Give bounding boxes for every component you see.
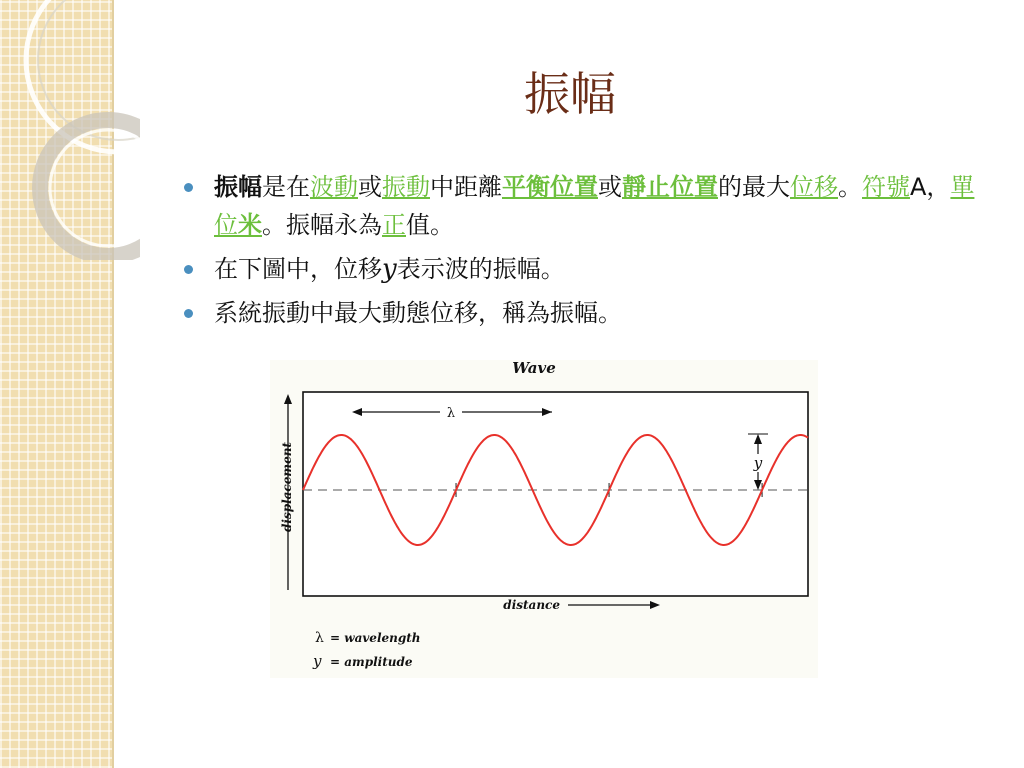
link-unit[interactable]: 單位 xyxy=(214,173,975,239)
text-segment: 或 xyxy=(598,173,622,201)
symbol-y: y xyxy=(382,254,397,284)
bullet-system-note xyxy=(182,294,982,332)
text-segment: 系統振動中最大動態位移，稱為振幅。 xyxy=(214,299,622,327)
link-wave[interactable]: 波動 xyxy=(310,173,358,201)
bullet-definition xyxy=(182,168,982,244)
wave-figure xyxy=(270,360,818,678)
link-displacement[interactable]: 位移 xyxy=(790,173,838,201)
text-segment: 的最大 xyxy=(718,173,790,201)
text-segment: 或 xyxy=(358,173,382,201)
text-segment: A， xyxy=(910,173,951,201)
plot-frame xyxy=(303,392,808,596)
link-metre[interactable]: 米 xyxy=(238,211,262,239)
legend-wavelength-symbol: λ xyxy=(315,630,324,646)
amplitude-symbol: y xyxy=(753,454,763,472)
text-segment: 是在 xyxy=(262,173,310,201)
legend-amplitude-symbol: y xyxy=(313,652,322,670)
term-amplitude: 振幅 xyxy=(214,173,262,201)
figure-title: Wave xyxy=(512,360,556,377)
link-positive[interactable]: 正 xyxy=(382,211,406,239)
x-axis-arrow xyxy=(568,601,660,609)
wave-diagram xyxy=(270,360,818,678)
text-segment: 。振幅永為 xyxy=(262,211,382,239)
text-segment: 中距離 xyxy=(430,173,502,201)
text-segment: 值。 xyxy=(406,211,454,239)
link-equilibrium-position[interactable]: 平衡位置 xyxy=(502,173,598,201)
decorative-rings xyxy=(0,0,140,260)
legend-amplitude-text: = amplitude xyxy=(330,655,413,669)
y-axis-label: displacement xyxy=(280,442,294,532)
legend-wavelength-text: = wavelength xyxy=(330,631,421,645)
bullet-figure-note xyxy=(182,250,982,288)
decorative-sidebar xyxy=(0,0,114,768)
text-segment: 在下圖中，位移 xyxy=(214,255,382,283)
text-segment: 表示波的振幅。 xyxy=(396,255,565,283)
bullet-list xyxy=(182,168,982,338)
wavelength-symbol: λ xyxy=(446,406,456,421)
link-rest-position[interactable]: 靜止位置 xyxy=(622,173,718,201)
link-symbol[interactable]: 符號 xyxy=(862,173,910,201)
x-axis-label: distance xyxy=(503,598,560,612)
text-segment: 。 xyxy=(838,173,862,201)
slide-title: 振幅 xyxy=(524,67,616,121)
link-vibration[interactable]: 振動 xyxy=(382,173,430,201)
